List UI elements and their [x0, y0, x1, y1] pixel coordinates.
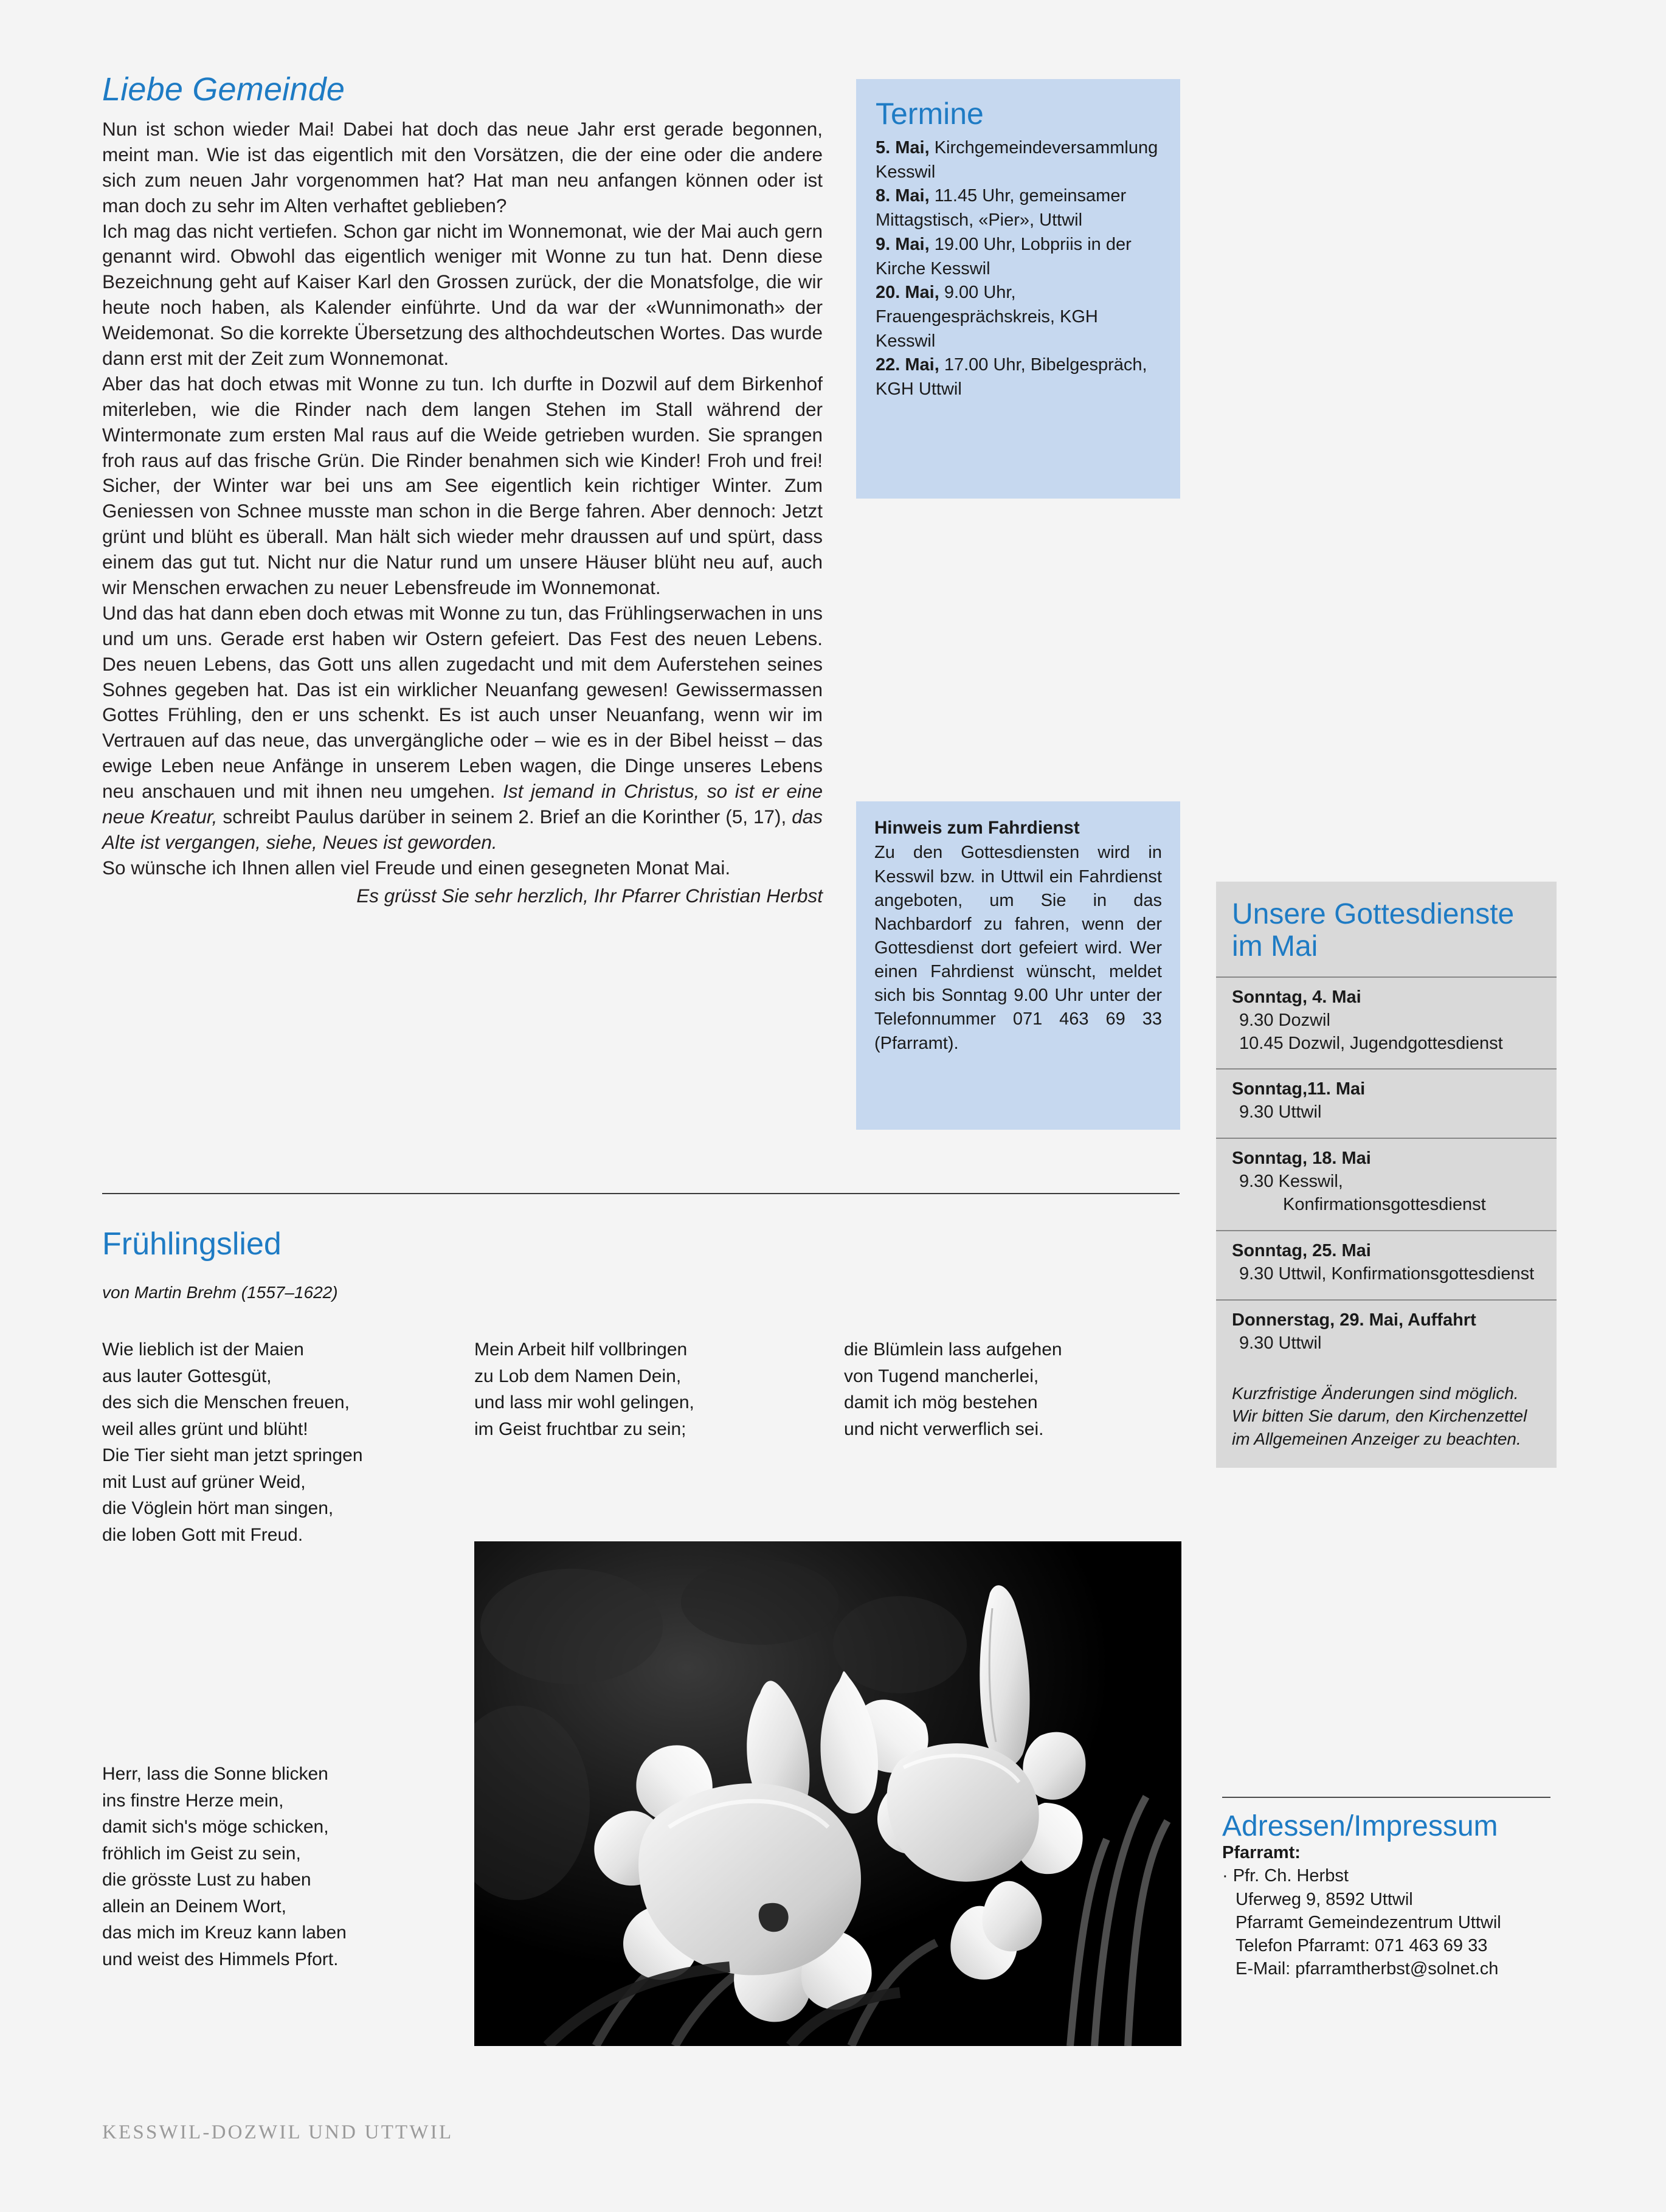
impressum-line: · Pfr. Ch. Herbst: [1222, 1866, 1349, 1886]
lied-title: Frühlingslied: [102, 1226, 282, 1262]
verse-line: und lass mir wohl gelingen,: [474, 1392, 694, 1412]
gottesdienst-entry: [1216, 1068, 1557, 1138]
gottesdienst-service: 9.30 Uttwil: [1239, 1102, 1322, 1122]
impressum-divider: [1222, 1797, 1550, 1798]
impressum-subtitle: Pfarramt:: [1222, 1843, 1301, 1863]
article-signature: Es grüsst Sie sehr herzlich, Ihr Pfarrer Christian Herbst: [356, 884, 823, 907]
impressum-line: Uferweg 9, 8592 Uttwil: [1236, 1889, 1413, 1909]
termine-item: [876, 233, 1161, 281]
verse-line: die grösste Lust zu haben: [102, 1870, 311, 1890]
termine-text: 9.00 Uhr, Frauengesprächskreis, KGH Kesswil: [876, 283, 1098, 351]
note-line: im Allgemeinen Anzeiger zu beachten.: [1232, 1429, 1521, 1449]
termine-box: [856, 79, 1180, 499]
gottesdienst-entry: [1216, 1230, 1557, 1299]
verse-line: fröhlich im Geist zu sein,: [102, 1843, 301, 1864]
termine-date: 20. Mai,: [876, 283, 939, 303]
daffodil-photo: [474, 1541, 1181, 2046]
verse-line: von Tugend mancherlei,: [844, 1366, 1039, 1386]
impressum-line: Pfarramt Gemeindezentrum Uttwil: [1236, 1912, 1501, 1932]
verse-line: und weist des Himmels Pfort.: [102, 1949, 339, 1969]
verse-line: im Geist fruchtbar zu sein;: [474, 1419, 686, 1439]
verse-line: mit Lust auf grüner Weid,: [102, 1471, 306, 1492]
verse-column-4: [102, 1761, 443, 1972]
termine-text: 17.00 Uhr, Bibelgespräch, KGH Uttwil: [876, 355, 1147, 399]
bible-quote-1: Ist jemand in Christus, so ist er eine neue Kreatur,: [102, 780, 823, 828]
termine-item: [876, 281, 1161, 353]
termine-text: Kirchgemeindeversammlung Kesswil: [876, 138, 1158, 182]
article-paragraph-5: So wünsche ich Ihnen allen viel Freude und einen gesegneten Monat Mai.: [102, 856, 731, 879]
verse-line: aus lauter Gottesgüt,: [102, 1366, 272, 1386]
verse-column-2: [474, 1336, 815, 1442]
verse-line: zu Lob dem Namen Dein,: [474, 1366, 682, 1386]
article-paragraph-3: Aber das hat doch etwas mit Wonne zu tun. Ich durfte in Dozwil auf dem Birkenhof miterleben, wie die Rinder nach dem langen Stehen im Stall während der Wintermonate zum ersten Mal raus auf die Weide getrieben wurden. Sie sprangen froh raus auf das frische Grün. Die Rinder benahmen sich wie Kinder! Froh und frei! Sicher, der Winter war bei uns am See eigentlich kein richtiger Winter. Zum Geniessen von Schnee musste man schon in die Berge fahren. Aber dennoch: Jetzt grünt und blüht es überall. Man hält sich wieder mehr draussen auf und spürt, dass einem das gut tut. Nicht nur die Natur rund um unsere Häuser blüht neu auf, auch wir Menschen erwachen zu neuer Lebensfreude im Wonnemonat.: [102, 372, 823, 599]
gottesdienst-day: Sonntag, 4. Mai: [1232, 987, 1361, 1007]
verse-line: und nicht verwerflich sei.: [844, 1419, 1044, 1439]
gottesdienst-day: Sonntag,11. Mai: [1232, 1079, 1366, 1099]
termine-title: Termine: [876, 97, 984, 131]
gottesdienst-service: 9.30 Dozwil: [1239, 1010, 1330, 1030]
fruehlingslied-section: [102, 1226, 1191, 1969]
gottesdienst-service: 9.30 Kesswil, Konfirmationsgottesdienst: [1239, 1172, 1486, 1215]
impressum-title: Adressen/Impressum: [1222, 1810, 1498, 1842]
fahrdienst-title: Hinweis zum Fahrdienst: [874, 818, 1080, 838]
termine-item: [876, 353, 1161, 401]
impressum-email[interactable]: E-Mail: pfarramtherbst@solnet.ch: [1236, 1959, 1499, 1979]
main-article-column: [102, 73, 823, 909]
verse-line: ins finstre Herze mein,: [102, 1790, 284, 1811]
verse-line: des sich die Menschen freuen,: [102, 1392, 350, 1412]
section-divider: [102, 1193, 1180, 1194]
fahrdienst-body: Zu den Gottesdiensten wird in Kesswil bzw. in Uttwil ein Fahrdienst angeboten, um Sie in das Nachbardorf zu fahren, wenn der Gottesdienst dort gefeiert wird. Wer einen Fahrdienst wünscht, meldet sich bis Sonntag 9.00 Uhr unter der Telefonnummer 071 463 69 33 (Pfarramt).: [874, 843, 1162, 1053]
page-footer: KESSWIL-DOZWIL UND UTTWIL: [102, 2121, 454, 2143]
gottesdienste-box: [1216, 882, 1557, 1468]
gottesdienste-title: Unsere Gottesdienste im Mai: [1232, 898, 1515, 963]
article-title: Liebe Gemeinde: [102, 71, 345, 108]
verse-line: damit ich mög bestehen: [844, 1392, 1038, 1412]
impressum-line: Telefon Pfarramt: 071 463 69 33: [1236, 1936, 1488, 1956]
termine-date: 8. Mai,: [876, 186, 930, 206]
verse-line: allein an Deinem Wort,: [102, 1896, 286, 1916]
verse-column-3: [844, 1336, 1184, 1442]
verse-line: Wie lieblich ist der Maien: [102, 1339, 304, 1360]
paragraph-4-text-a: Und das hat dann eben doch etwas mit Wonne zu tun, das Frühlingserwachen in uns und um uns. Gerade erst haben wir Ostern gefeiert. Das Fest des neuen Lebens. Des neuen Lebens, das Gott uns allen zugedacht und mit dem Auferstehen seines Sohnes gegeben hat. Das ist ein wirklicher Neuanfang gewesen! Gewissermassen Gottes Frühling, den er uns schenkt. Es ist auch unser Neuanfang, wenn wir im Vertrauen auf das neue, das unvergängliche oder – wie es in der Bibel heisst – das ewige Leben neue Anfänge in unserem Leben wagen, die Dinge unseres Lebens neu anschauen und mit ihnen neu umgehen.: [102, 601, 823, 803]
verse-line: Mein Arbeit hilf vollbringen: [474, 1339, 688, 1360]
termine-date: 22. Mai,: [876, 355, 939, 375]
termine-item: [876, 136, 1161, 184]
gottesdienste-note: [1216, 1369, 1557, 1468]
termine-text: 19.00 Uhr, Lobpriis in der Kirche Kesswil: [876, 234, 1132, 278]
note-line: Kurzfristige Änderungen sind möglich.: [1232, 1383, 1519, 1403]
gottesdienst-entry: [1216, 1299, 1557, 1369]
article-paragraph-2: Ich mag das nicht vertiefen. Schon gar nicht im Wonnemonat, wie der Mai auch gern genannt wird. Obwohl das eigentlich weniger mit Wonne zu tun hat. Denn diese Bezeichnung geht auf Kaiser Karl den Grossen zurück, der die Monatsfolge, die wir heute noch haben, als Kalender einführte. Und da war der «Wunnimonath» der Weidemonat. So die korrekte Übersetzung des althochdeutschen Wortes. Das wurde dann erst mit der Zeit zum Wonnemonat.: [102, 219, 823, 370]
verse-column-1: [102, 1336, 443, 1548]
gottesdienst-service: 9.30 Uttwil, Konfirmationsgottesdienst: [1239, 1264, 1535, 1284]
article-paragraph-1: Nun ist schon wieder Mai! Dabei hat doch das neue Jahr erst gerade begonnen, meint man. Wie ist das eigentlich mit den Vorsätzen, die der eine oder die andere sich zum neuen Jahr vorgenommen hat? Hat man neu anfangen können oder ist man doch zu sehr im Alten verhaftet geblieben?: [102, 118, 823, 216]
verse-line: damit sich's möge schicken,: [102, 1817, 329, 1837]
termine-item: [876, 184, 1161, 232]
bible-quote-2: das Alte ist vergangen, siehe, Neues ist geworden.: [102, 806, 823, 853]
fahrdienst-box: [856, 801, 1180, 1130]
gottesdienst-entry: [1216, 1138, 1557, 1230]
lied-author: von Martin Brehm (1557–1622): [102, 1283, 338, 1302]
gottesdienst-day: Sonntag, 25. Mai: [1232, 1240, 1371, 1260]
gottesdienst-day: Donnerstag, 29. Mai, Auffahrt: [1232, 1310, 1476, 1330]
gottesdienst-entry: [1216, 976, 1557, 1069]
termine-text: 11.45 Uhr, gemeinsamer Mittagstisch, «Pier», Uttwil: [876, 186, 1127, 230]
termine-list: [876, 136, 1161, 402]
termine-date: 9. Mai,: [876, 234, 930, 254]
gottesdienst-service: 10.45 Dozwil, Jugendgottesdienst: [1239, 1033, 1503, 1053]
article-body: [102, 117, 823, 909]
verse-line: die Vöglein hört man singen,: [102, 1498, 334, 1518]
verse-line: Die Tier sieht man jetzt springen: [102, 1445, 363, 1465]
daffodil-illustration: [474, 1541, 1181, 2046]
verse-line: die loben Gott mit Freud.: [102, 1524, 303, 1545]
paragraph-4-text-b: schreibt Paulus darüber in seinem 2. Brief an die Korinther (5, 17),: [217, 806, 792, 828]
verse-line: die Blümlein lass aufgehen: [844, 1339, 1062, 1360]
gottesdienst-day: Sonntag, 18. Mai: [1232, 1149, 1371, 1169]
verse-line: Herr, lass die Sonne blicken: [102, 1764, 328, 1784]
termine-date: 5. Mai,: [876, 138, 930, 157]
gottesdienst-service: 9.30 Uttwil: [1239, 1333, 1322, 1353]
verse-line: das mich im Kreuz kann laben: [102, 1923, 347, 1943]
verse-line: weil alles grünt und blüht!: [102, 1419, 308, 1439]
note-line: Wir bitten Sie darum, den Kirchenzettel: [1232, 1406, 1527, 1426]
article-paragraph-4: [102, 601, 823, 855]
impressum-section: [1222, 1797, 1563, 1981]
